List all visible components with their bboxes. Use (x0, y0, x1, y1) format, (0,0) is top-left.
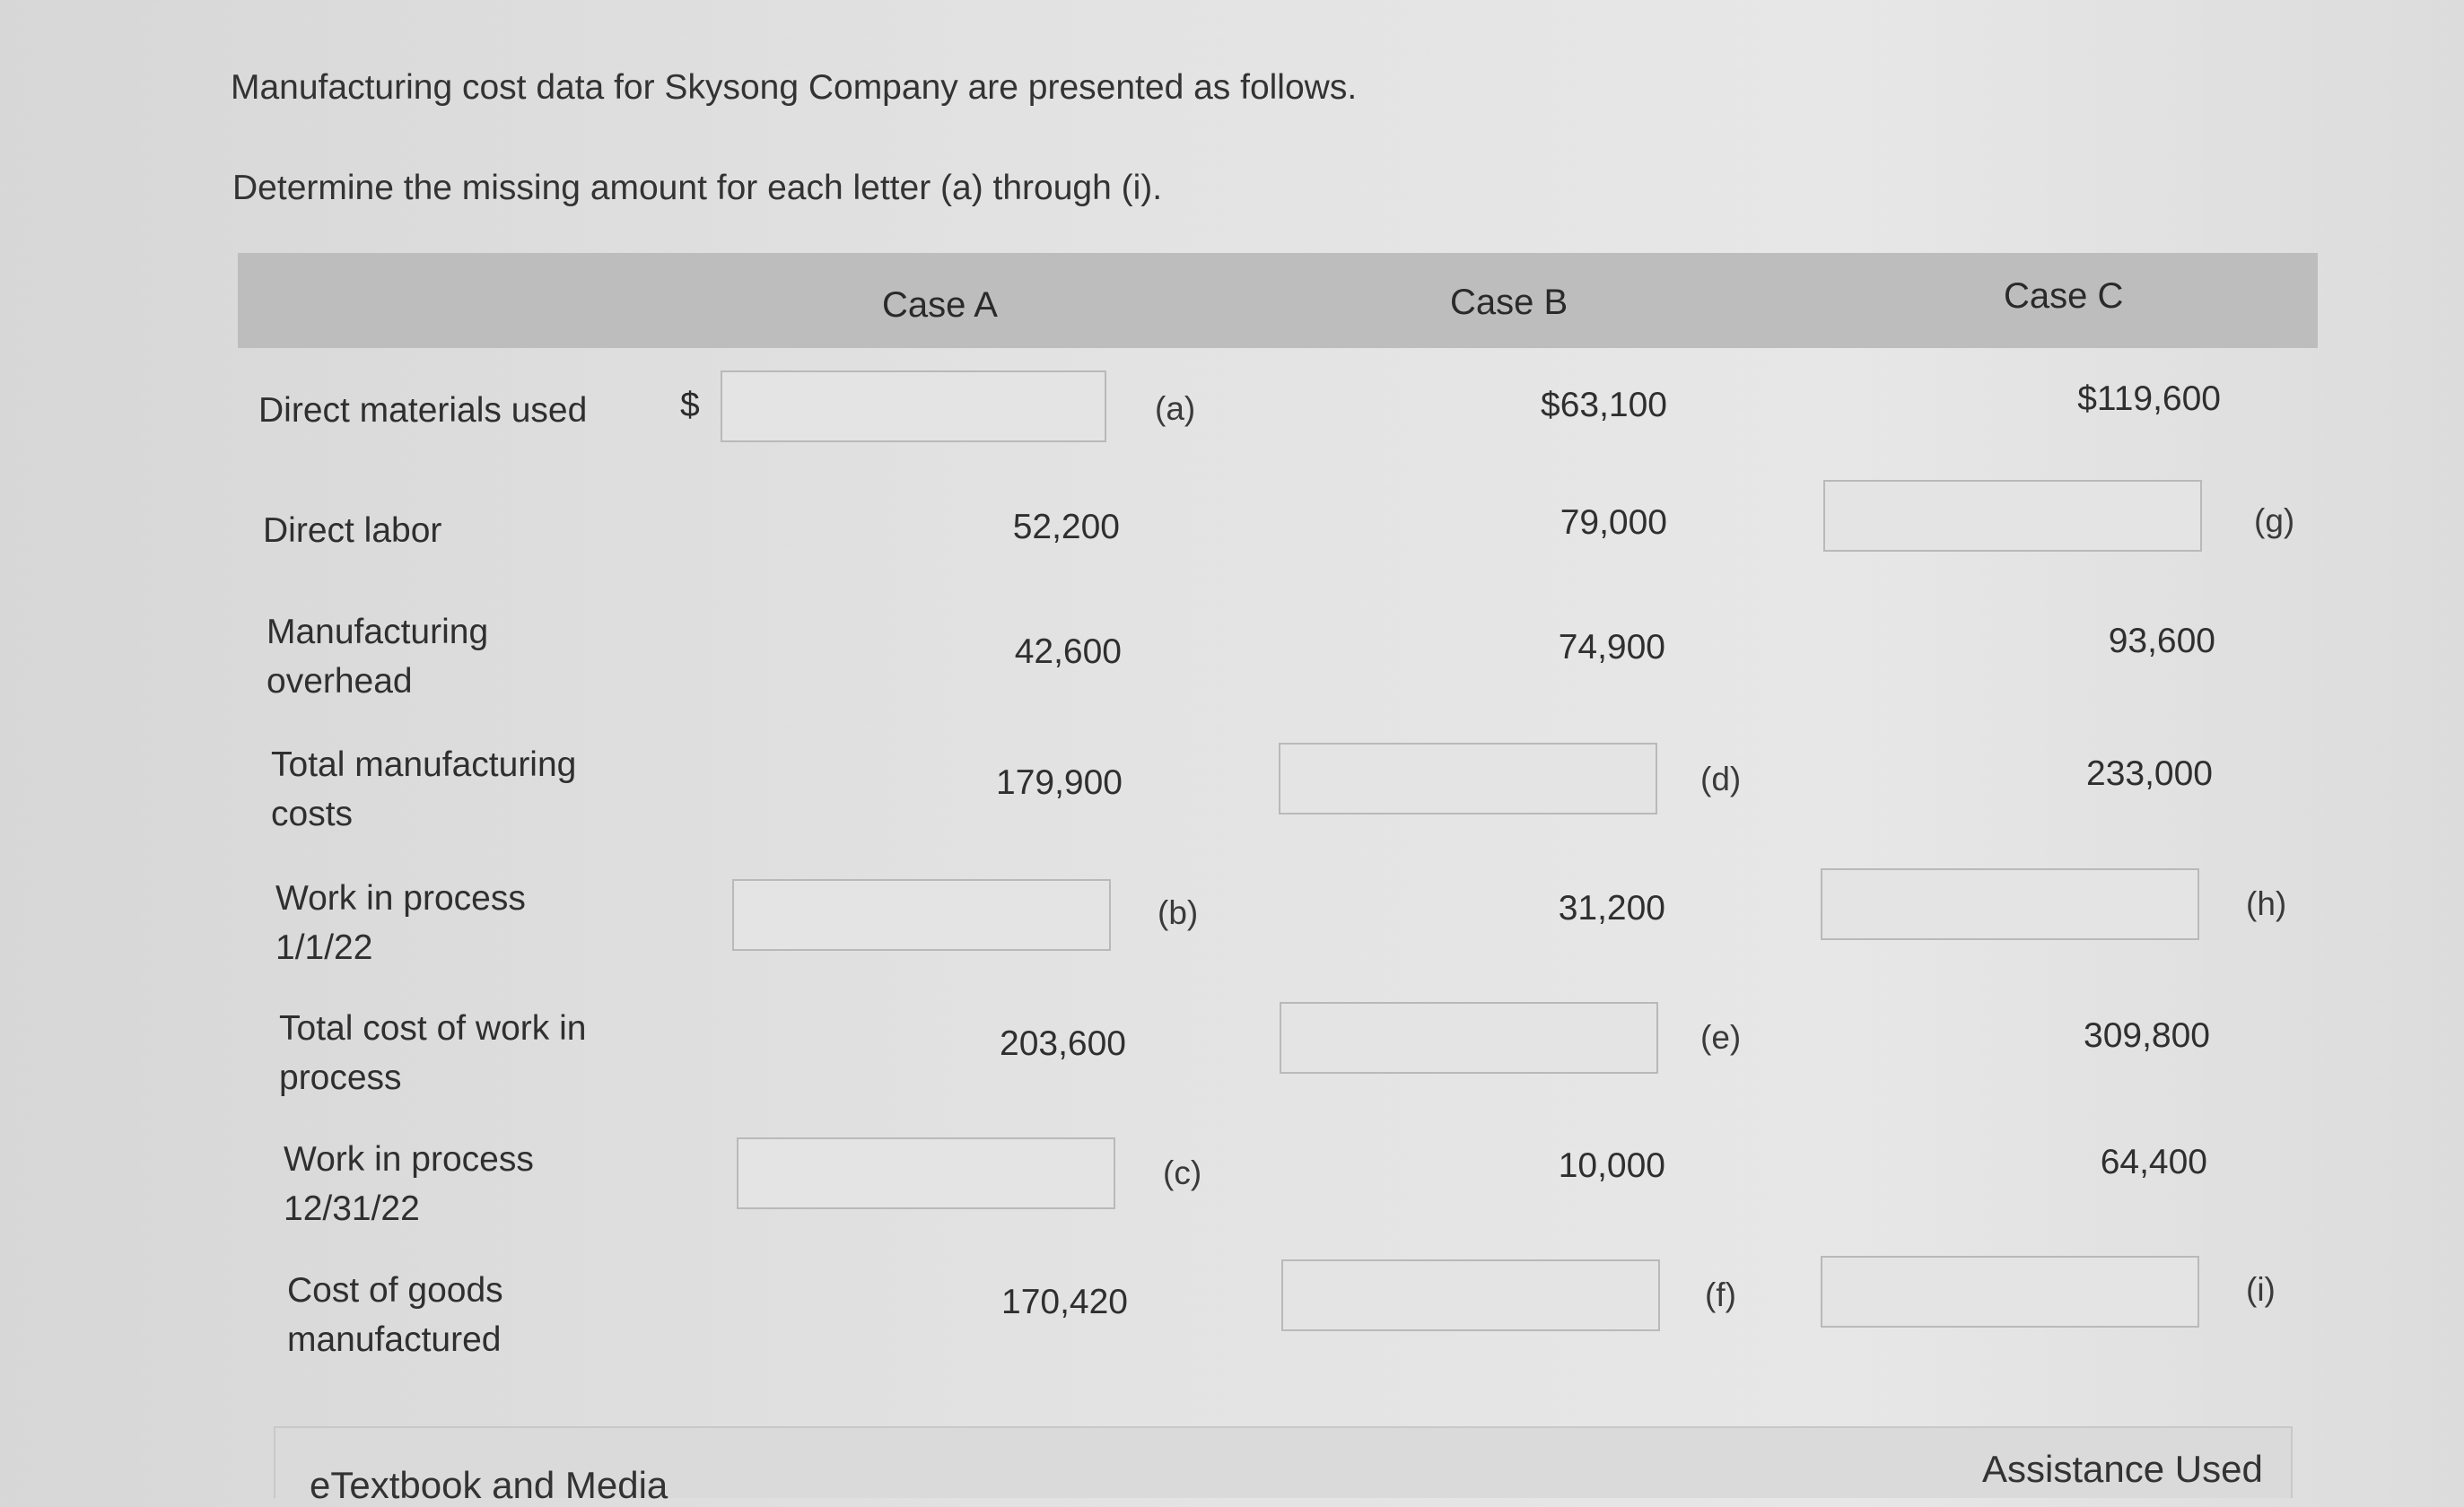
case-a-total-cost-work-in-process: 203,600 (1000, 1024, 1126, 1063)
case-c-work-in-process-beginning-input[interactable] (1821, 868, 2199, 940)
letter-f: (f) (1705, 1276, 1736, 1313)
case-b-work-in-process-ending: 10,000 (1558, 1146, 1665, 1185)
case-b-direct-labor: 79,000 (1560, 503, 1667, 542)
column-header-case-a: Case A (882, 285, 998, 325)
row-label-work-in-process-ending: Work in process 12/31/22 (284, 1140, 534, 1228)
case-c-work-in-process-ending: 64,400 (2100, 1143, 2207, 1181)
case-c-direct-labor-input[interactable] (1823, 480, 2202, 552)
case-b-total-cost-work-in-process-input[interactable] (1280, 1002, 1658, 1074)
letter-c: (c) (1163, 1154, 1202, 1191)
letter-g: (g) (2254, 502, 2295, 539)
row-label-cost-of-goods-manufactured: Cost of goods manufactured (287, 1271, 503, 1359)
case-b-manufacturing-overhead: 74,900 (1558, 628, 1665, 666)
case-b-direct-materials: $63,100 (1541, 386, 1667, 424)
column-header-case-b: Case B (1450, 283, 1568, 322)
case-b-cost-of-goods-manufactured-input[interactable] (1281, 1259, 1660, 1331)
row-label-direct-labor: Direct labor (263, 511, 442, 550)
case-c-manufacturing-overhead: 93,600 (2108, 622, 2215, 660)
letter-d: (d) (1700, 761, 1742, 797)
case-a-work-in-process-ending-input[interactable] (737, 1137, 1115, 1209)
row-label-direct-materials: Direct materials used (258, 391, 588, 430)
question-intro: Manufacturing cost data for Skysong Company are presented as follows. (231, 68, 1358, 107)
assistance-used-label: Assistance Used (1982, 1448, 2263, 1490)
letter-i: (i) (2246, 1271, 2276, 1308)
row-label-total-cost-work-in-process: Total cost of work in process (279, 1009, 587, 1097)
case-b-work-in-process-beginning: 31,200 (1558, 889, 1665, 928)
case-a-direct-materials-input[interactable] (721, 370, 1106, 442)
case-c-direct-materials: $119,600 (2077, 379, 2221, 418)
column-header-case-c: Case C (2004, 276, 2124, 316)
case-a-direct-labor: 52,200 (1012, 508, 1120, 546)
row-label-work-in-process-beginning: Work in process 1/1/22 (275, 879, 526, 967)
case-a-cost-of-goods-manufactured: 170,420 (1001, 1283, 1128, 1321)
letter-b: (b) (1158, 894, 1199, 931)
etextbook-media-link[interactable]: eTextbook and Media (310, 1464, 668, 1506)
case-c-cost-of-goods-manufactured-input[interactable] (1821, 1256, 2199, 1328)
case-b-total-manufacturing-costs-input[interactable] (1279, 743, 1657, 814)
case-a-total-manufacturing-costs: 179,900 (996, 763, 1123, 802)
letter-h: (h) (2246, 885, 2287, 922)
case-c-total-cost-work-in-process: 309,800 (2084, 1016, 2210, 1055)
row-label-total-manufacturing-costs: Total manufacturing costs (271, 745, 577, 833)
case-a-work-in-process-beginning-input[interactable] (732, 879, 1111, 951)
case-c-total-manufacturing-costs: 233,000 (2086, 754, 2213, 793)
case-a-manufacturing-overhead: 42,600 (1014, 632, 1122, 671)
question-instruction: Determine the missing amount for each letter (a) through (i). (232, 169, 1163, 207)
row-label-manufacturing-overhead: Manufacturing overhead (266, 613, 489, 701)
letter-e: (e) (1700, 1019, 1742, 1056)
letter-a: (a) (1155, 390, 1196, 427)
currency-symbol: $ (680, 386, 700, 424)
